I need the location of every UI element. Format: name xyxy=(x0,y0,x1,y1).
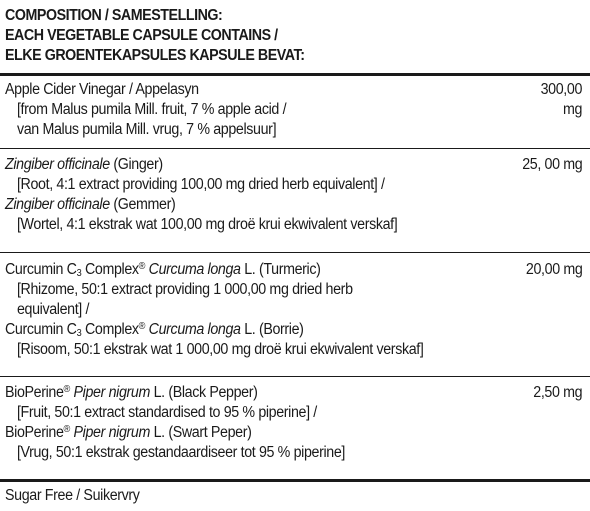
ingredient-description xyxy=(5,383,465,463)
ingredient-description xyxy=(5,155,465,235)
header-divider xyxy=(0,73,590,76)
sugar-free-note: Sugar Free / Suikervry xyxy=(5,487,140,504)
ingredient-name: BioPerine® Piper nigrum L. (Black Pepper) xyxy=(5,384,258,401)
ingredient-detail: [Vrug, 50:1 ekstrak gestandaardiseer tot 95 % piperine] xyxy=(16,444,345,461)
footer-divider xyxy=(0,479,590,482)
row-divider xyxy=(0,376,590,377)
ingredient-name-afrikaans: BioPerine® Piper nigrum L. (Swart Peper) xyxy=(5,424,252,441)
ingredient-name-afrikaans: Zingiber officinale (Gemmer) xyxy=(5,196,176,213)
ingredient-detail: [Fruit, 50:1 extract standardised to 95 % piperine] / xyxy=(16,404,317,421)
ingredient-detail: equivalent] / xyxy=(16,301,90,318)
ingredient-detail: [Wortel, 4:1 ekstrak wat 100,00 mg droë krui ekwivalent verskaf] xyxy=(16,216,398,233)
row-divider xyxy=(0,252,590,253)
row-divider xyxy=(0,148,590,149)
composition-header xyxy=(5,6,539,66)
ingredient-description xyxy=(5,260,465,360)
header-line-3: ELKE GROENTEKAPSULES KAPSULE BEVAT: xyxy=(5,47,305,64)
ingredient-detail: [Root, 4:1 extract providing 100,00 mg dried herb equivalent] / xyxy=(16,176,385,193)
ingredient-detail: [Risoom, 50:1 ekstrak wat 1 000,00 mg droë krui ekwivalent verskaf] xyxy=(16,341,424,358)
ingredient-detail: [Rhizome, 50:1 extract providing 1 000,00 mg dried herb xyxy=(16,281,353,298)
ingredient-name: Apple Cider Vinegar / Appelasyn xyxy=(5,81,199,98)
ingredient-name: Curcumin $C_3$ Complex® Curcuma longa L. (Turmeric) xyxy=(5,261,321,279)
header-line-1: COMPOSITION / SAMESTELLING: xyxy=(5,7,223,24)
ingredient-amount: 300,00 mg xyxy=(540,81,582,118)
ingredient-description xyxy=(5,80,465,140)
header-line-2: EACH VEGETABLE CAPSULE CONTAINS / xyxy=(5,27,278,44)
ingredient-detail: [from Malus pumila Mill. fruit, 7 % apple acid / xyxy=(16,101,287,118)
ingredient-detail: van Malus pumila Mill. vrug, 7 % appelsuur] xyxy=(16,121,277,138)
ingredient-amount: 25, 00 mg xyxy=(521,156,582,173)
ingredient-amount: 20,00 mg xyxy=(525,261,582,278)
ingredient-name-afrikaans: Curcumin $C_3$ Complex® Curcuma longa L. (Borrie) xyxy=(5,321,304,339)
ingredient-name: Zingiber officinale (Ginger) xyxy=(5,156,163,173)
ingredient-amount: 2,50 mg xyxy=(533,384,582,401)
